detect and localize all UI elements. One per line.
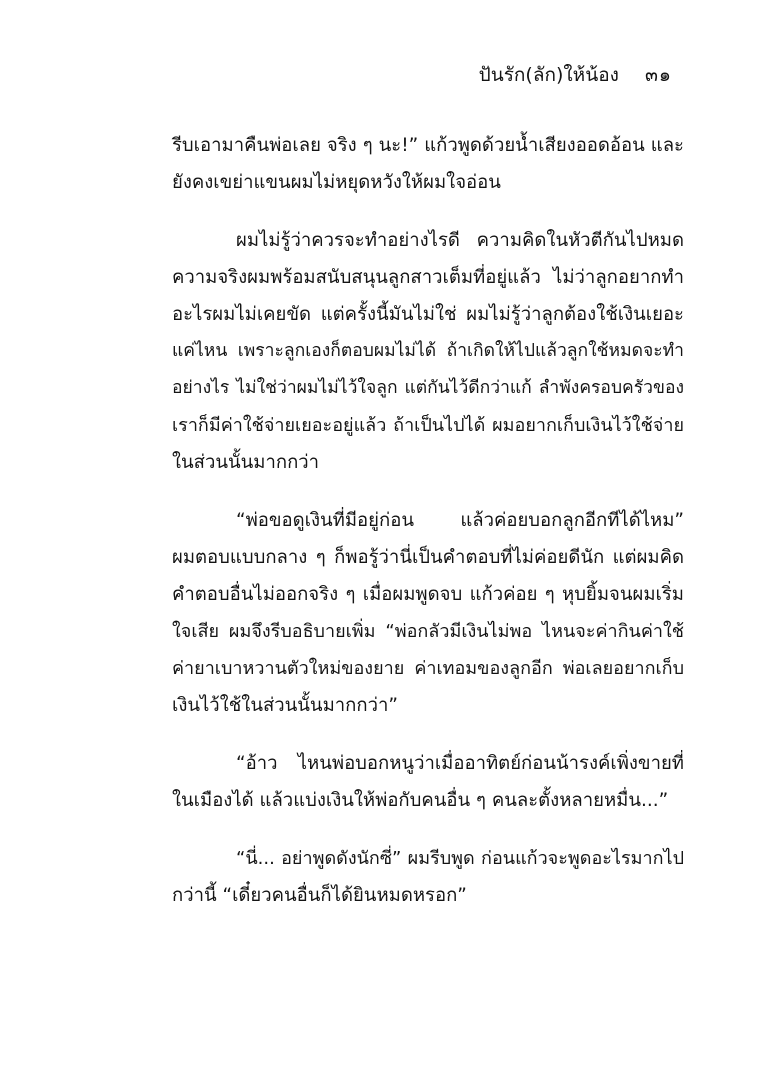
text-line: คำตอบอื่นไม่ออกจริง ๆ เมื่อผมพูดจบ แก้วค่อย ๆ หุบยิ้มจนผมเริ่ม (172, 584, 684, 605)
paragraph (172, 502, 684, 724)
text-line: เงินไว้ใช้ในส่วนนั้นมากกว่า” (172, 695, 398, 716)
book-title: ปันรัก(ลัก)ให้น้อง (478, 64, 619, 86)
text-line: “อ้าว ไหนพ่อบอกหนูว่าเมื่ออาทิตย์ก่อนน้ารงค์เพิ่งขายที่ (236, 753, 684, 774)
paragraph (172, 745, 684, 819)
text-line: ความจริงผมพร้อมสนับสนุนลูกสาวเต็มที่อยู่แล้ว ไม่ว่าลูกอยากทำ (172, 267, 684, 288)
paragraph (172, 222, 684, 481)
text-line: กว่านี้ “เดี๋ยวคนอื่นก็ได้ยินหมดหรอก” (172, 885, 467, 906)
body-text (172, 127, 684, 914)
running-header (479, 60, 672, 90)
text-line: ค่ายาเบาหวานตัวใหม่ของยาย ค่าเทอมของลูกอีก พ่อเลยอยากเก็บ (172, 658, 684, 679)
page-number: ๓๑ (644, 64, 672, 86)
text-line: รีบเอามาคืนพ่อเลย จริง ๆ นะ!” แก้วพูดด้วยน้ำเสียงออดอ้อน และ (172, 135, 684, 156)
text-line: ผมไม่รู้ว่าควรจะทำอย่างไรดี ความคิดในหัวตีกันไปหมด (236, 230, 684, 251)
text-line: ในส่วนนั้นมากกว่า (172, 452, 320, 473)
text-line: ใจเสีย ผมจึงรีบอธิบายเพิ่ม “พ่อกลัวมีเงินไม่พอ ไหนจะค่ากินค่าใช้ (172, 621, 684, 642)
paragraph (172, 840, 684, 914)
text-line: ผมตอบแบบกลาง ๆ ก็พอรู้ว่านี่เป็นคำตอบที่ไม่ค่อยดีนัก แต่ผมคิด (172, 547, 684, 568)
text-line: แค่ไหน เพราะลูกเองก็ตอบผมไม่ได้ ถ้าเกิดให้ไปแล้วลูกใช้หมดจะทำ (172, 341, 684, 361)
text-line: อย่างไร ไม่ใช่ว่าผมไม่ไว้ใจลูก แต่กันไว้ดีกว่าแก้ ลำพังครอบครัวของ (172, 378, 684, 398)
text-line: ในเมืองได้ แล้วแบ่งเงินให้พ่อกับคนอื่น ๆ คนละตั้งหลายหมื่น...” (172, 790, 669, 811)
paragraph (172, 127, 684, 201)
text-line: ยังคงเขย่าแขนผมไม่หยุดหวังให้ผมใจอ่อน (172, 172, 501, 193)
text-line: “พ่อขอดูเงินที่มีอยู่ก่อน แล้วค่อยบอกลูกอีกทีได้ไหม” (236, 510, 684, 531)
text-line: เราก็มีค่าใช้จ่ายเยอะอยู่แล้ว ถ้าเป็นไปได้ ผมอยากเก็บเงินไว้ใช้จ่าย (172, 415, 684, 436)
text-line: “นี่... อย่าพูดดังนักซี่” ผมรีบพูด ก่อนแก้วจะพูดอะไรมากไป (236, 848, 684, 869)
text-line: อะไรผมไม่เคยขัด แต่ครั้งนี้มันไม่ใช่ ผมไม่รู้ว่าลูกต้องใช้เงินเยอะ (172, 304, 684, 325)
